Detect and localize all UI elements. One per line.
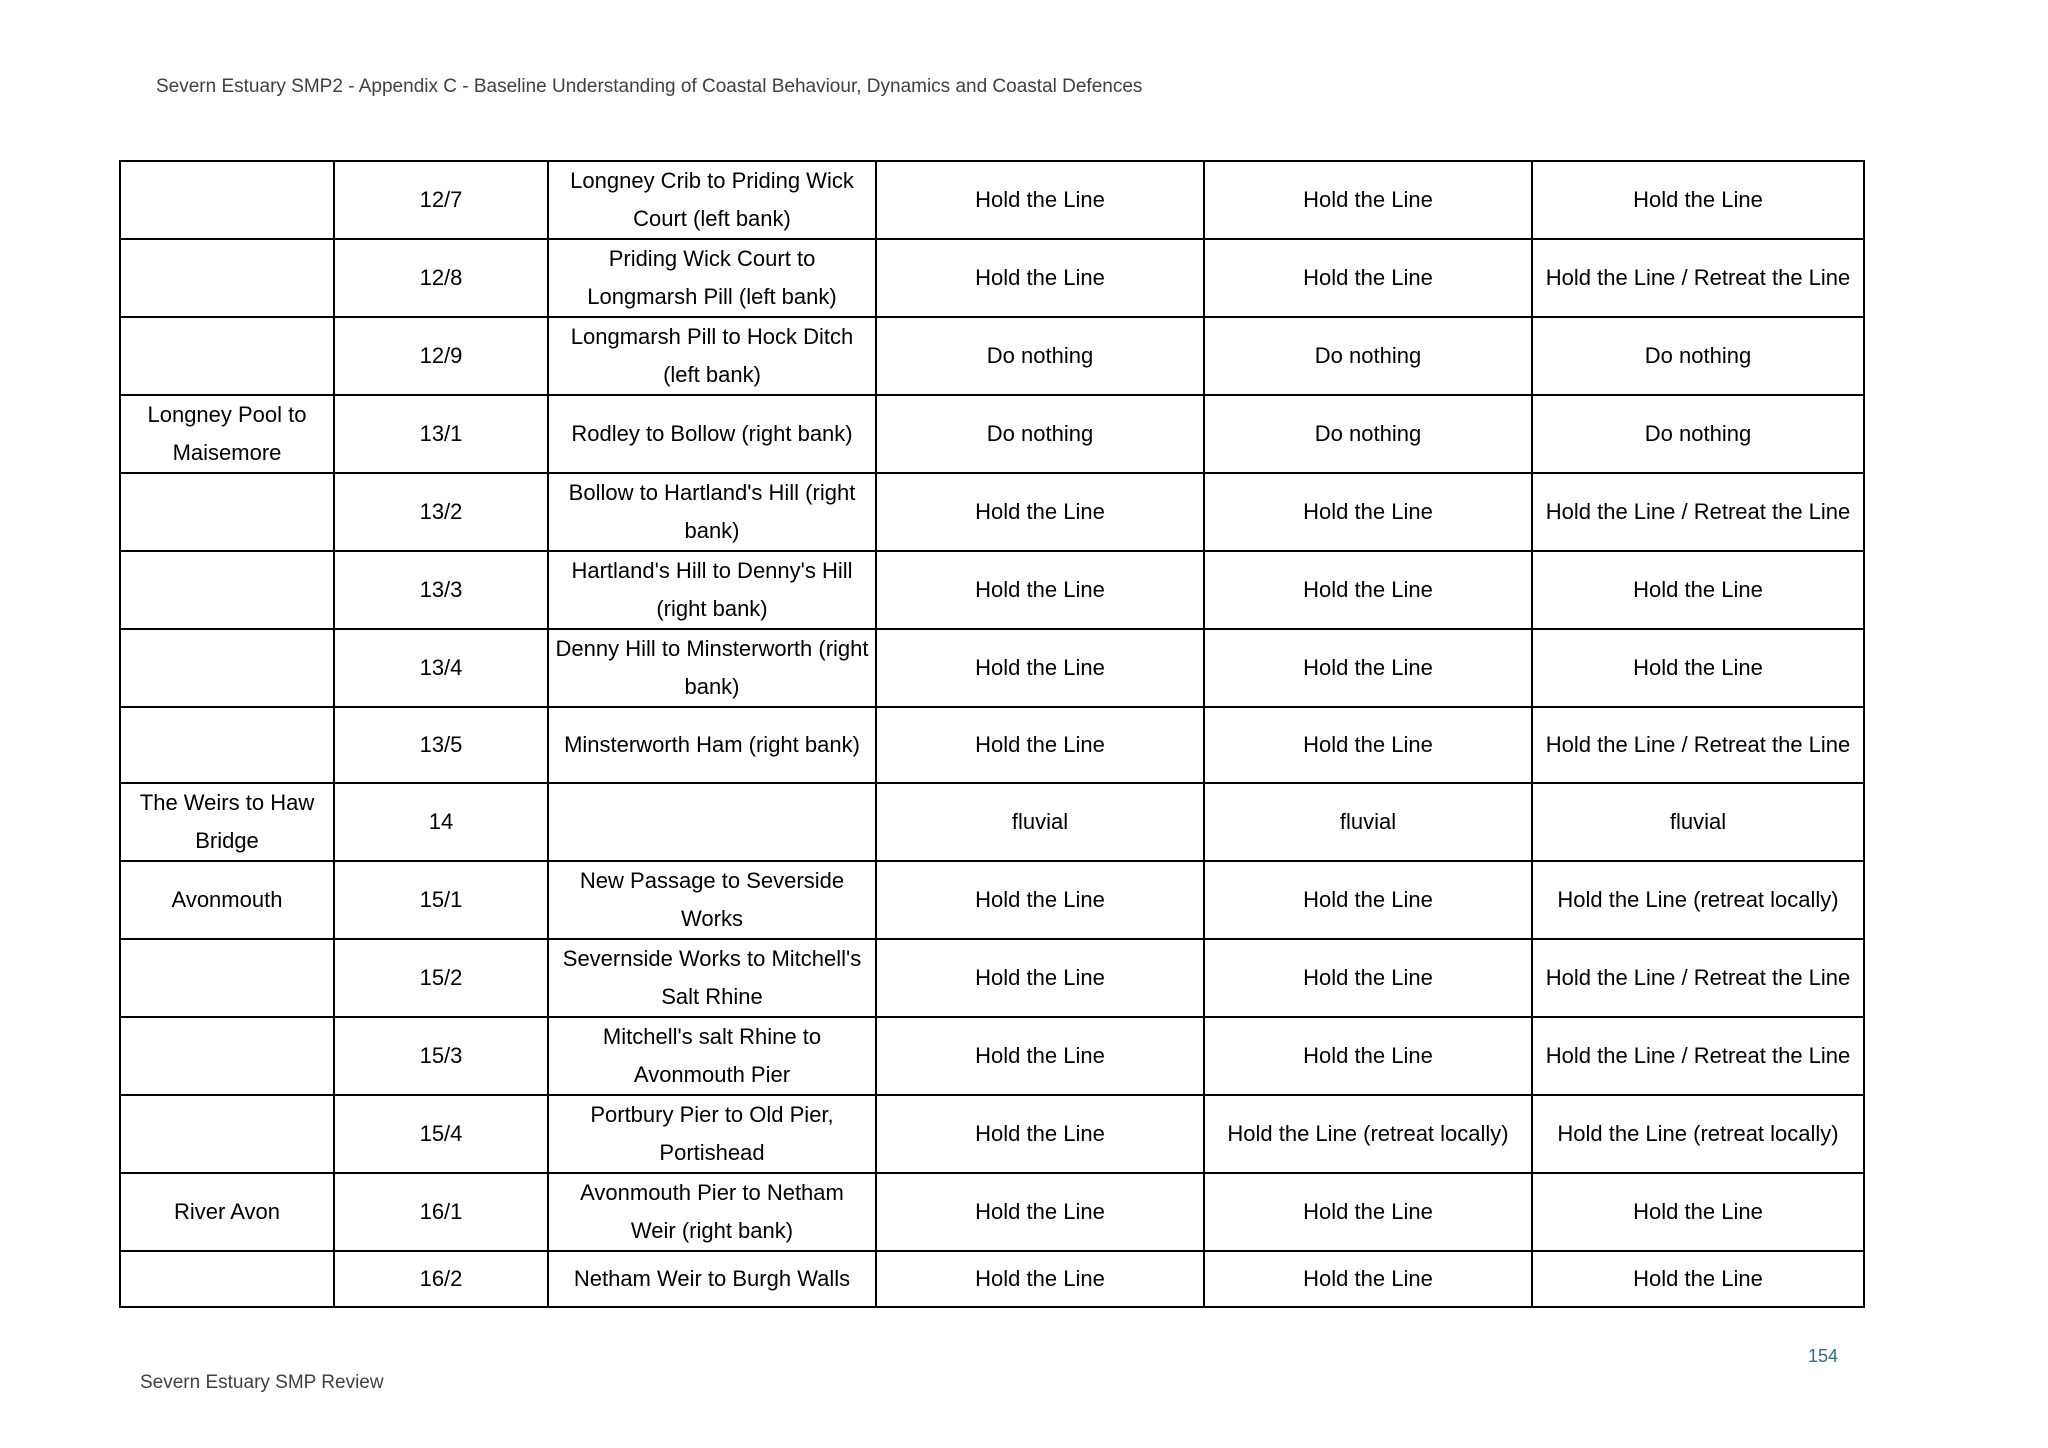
cell-location: Netham Weir to Burgh Walls: [548, 1251, 876, 1307]
cell-policy-epoch-2: Do nothing: [1204, 317, 1532, 395]
table-row: [120, 707, 1864, 783]
cell-area: [120, 1095, 334, 1173]
cell-location: Longmarsh Pill to Hock Ditch (left bank): [548, 317, 876, 395]
cell-area: [120, 473, 334, 551]
cell-policy-epoch-1: Hold the Line: [876, 939, 1204, 1017]
cell-policy-epoch-1: fluvial: [876, 783, 1204, 861]
cell-location: Priding Wick Court to Longmarsh Pill (left bank): [548, 239, 876, 317]
table-row: [120, 551, 1864, 629]
cell-area: [120, 629, 334, 707]
cell-unit: 13/1: [334, 395, 548, 473]
cell-policy-epoch-3: Hold the Line / Retreat the Line: [1532, 239, 1864, 317]
cell-unit: 12/7: [334, 161, 548, 239]
page-number: 154: [1808, 1346, 1839, 1366]
cell-unit: 13/5: [334, 707, 548, 783]
cell-unit: 13/4: [334, 629, 548, 707]
table-row: [120, 861, 1864, 939]
cell-policy-epoch-2: Hold the Line (retreat locally): [1204, 1095, 1532, 1173]
cell-policy-epoch-3: Hold the Line: [1532, 1251, 1864, 1307]
page-footer: Severn Estuary SMP Review: [140, 1372, 384, 1393]
table-row: [120, 473, 1864, 551]
cell-area: [120, 1251, 334, 1307]
policy-table: [119, 160, 1865, 1308]
cell-policy-epoch-3: Hold the Line: [1532, 1173, 1864, 1251]
table-row: [120, 161, 1864, 239]
cell-policy-epoch-2: Hold the Line: [1204, 861, 1532, 939]
cell-policy-epoch-1: Hold the Line: [876, 707, 1204, 783]
cell-location: Bollow to Hartland's Hill (right bank): [548, 473, 876, 551]
cell-area: [120, 317, 334, 395]
cell-unit: 13/2: [334, 473, 548, 551]
cell-policy-epoch-1: Hold the Line: [876, 861, 1204, 939]
table-row: [120, 317, 1864, 395]
cell-location: Severnside Works to Mitchell's Salt Rhine: [548, 939, 876, 1017]
cell-policy-epoch-2: Hold the Line: [1204, 551, 1532, 629]
cell-policy-epoch-3: Hold the Line: [1532, 629, 1864, 707]
cell-unit: 15/4: [334, 1095, 548, 1173]
cell-policy-epoch-3: Hold the Line / Retreat the Line: [1532, 939, 1864, 1017]
cell-policy-epoch-3: Hold the Line / Retreat the Line: [1532, 1017, 1864, 1095]
cell-policy-epoch-3: Do nothing: [1532, 317, 1864, 395]
cell-area: [120, 161, 334, 239]
cell-policy-epoch-3: Hold the Line (retreat locally): [1532, 861, 1864, 939]
table-row: [120, 629, 1864, 707]
table-row: [120, 395, 1864, 473]
cell-policy-epoch-2: Hold the Line: [1204, 707, 1532, 783]
cell-policy-epoch-3: Hold the Line (retreat locally): [1532, 1095, 1864, 1173]
page-header: Severn Estuary SMP2 - Appendix C - Baseline Understanding of Coastal Behaviour, Dynamics and Coastal Defences: [156, 76, 1143, 97]
cell-policy-epoch-2: Do nothing: [1204, 395, 1532, 473]
cell-policy-epoch-1: Hold the Line: [876, 629, 1204, 707]
cell-area: [120, 239, 334, 317]
cell-policy-epoch-2: Hold the Line: [1204, 1173, 1532, 1251]
cell-area: The Weirs to Haw Bridge: [120, 783, 334, 861]
table-row: [120, 239, 1864, 317]
cell-policy-epoch-2: Hold the Line: [1204, 939, 1532, 1017]
cell-policy-epoch-2: Hold the Line: [1204, 1017, 1532, 1095]
table-row: [120, 783, 1864, 861]
cell-unit: 13/3: [334, 551, 548, 629]
cell-location: Avonmouth Pier to Netham Weir (right bank): [548, 1173, 876, 1251]
cell-area: [120, 939, 334, 1017]
cell-location: Portbury Pier to Old Pier, Portishead: [548, 1095, 876, 1173]
table-row: [120, 1251, 1864, 1307]
table-row: [120, 1095, 1864, 1173]
cell-area: Avonmouth: [120, 861, 334, 939]
cell-policy-epoch-2: Hold the Line: [1204, 161, 1532, 239]
table-row: [120, 939, 1864, 1017]
cell-policy-epoch-1: Hold the Line: [876, 1173, 1204, 1251]
cell-policy-epoch-2: fluvial: [1204, 783, 1532, 861]
cell-policy-epoch-3: Do nothing: [1532, 395, 1864, 473]
cell-policy-epoch-3: Hold the Line / Retreat the Line: [1532, 707, 1864, 783]
cell-policy-epoch-1: Do nothing: [876, 395, 1204, 473]
cell-unit: 16/2: [334, 1251, 548, 1307]
cell-unit: 12/8: [334, 239, 548, 317]
cell-area: [120, 707, 334, 783]
cell-policy-epoch-1: Do nothing: [876, 317, 1204, 395]
cell-location: [548, 783, 876, 861]
cell-unit: 15/1: [334, 861, 548, 939]
cell-area: [120, 1017, 334, 1095]
table-row: [120, 1017, 1864, 1095]
cell-location: Longney Crib to Priding Wick Court (left bank): [548, 161, 876, 239]
cell-policy-epoch-1: Hold the Line: [876, 1017, 1204, 1095]
cell-location: Minsterworth Ham (right bank): [548, 707, 876, 783]
cell-area: River Avon: [120, 1173, 334, 1251]
cell-policy-epoch-2: Hold the Line: [1204, 629, 1532, 707]
cell-policy-epoch-1: Hold the Line: [876, 1095, 1204, 1173]
cell-policy-epoch-1: Hold the Line: [876, 239, 1204, 317]
cell-policy-epoch-2: Hold the Line: [1204, 239, 1532, 317]
cell-policy-epoch-1: Hold the Line: [876, 161, 1204, 239]
cell-policy-epoch-2: Hold the Line: [1204, 473, 1532, 551]
cell-unit: 12/9: [334, 317, 548, 395]
cell-policy-epoch-1: Hold the Line: [876, 1251, 1204, 1307]
cell-location: Mitchell's salt Rhine to Avonmouth Pier: [548, 1017, 876, 1095]
cell-policy-epoch-3: Hold the Line: [1532, 161, 1864, 239]
cell-location: Hartland's Hill to Denny's Hill (right bank): [548, 551, 876, 629]
cell-unit: 16/1: [334, 1173, 548, 1251]
cell-policy-epoch-1: Hold the Line: [876, 473, 1204, 551]
cell-unit: 14: [334, 783, 548, 861]
policy-table-body: [120, 161, 1864, 1307]
cell-policy-epoch-3: Hold the Line / Retreat the Line: [1532, 473, 1864, 551]
cell-location: New Passage to Severside Works: [548, 861, 876, 939]
cell-policy-epoch-3: Hold the Line: [1532, 551, 1864, 629]
cell-area: [120, 551, 334, 629]
cell-policy-epoch-3: fluvial: [1532, 783, 1864, 861]
cell-policy-epoch-1: Hold the Line: [876, 551, 1204, 629]
cell-area: Longney Pool to Maisemore: [120, 395, 334, 473]
table-row: [120, 1173, 1864, 1251]
cell-unit: 15/2: [334, 939, 548, 1017]
cell-location: Denny Hill to Minsterworth (right bank): [548, 629, 876, 707]
cell-policy-epoch-2: Hold the Line: [1204, 1251, 1532, 1307]
cell-unit: 15/3: [334, 1017, 548, 1095]
cell-location: Rodley to Bollow (right bank): [548, 395, 876, 473]
